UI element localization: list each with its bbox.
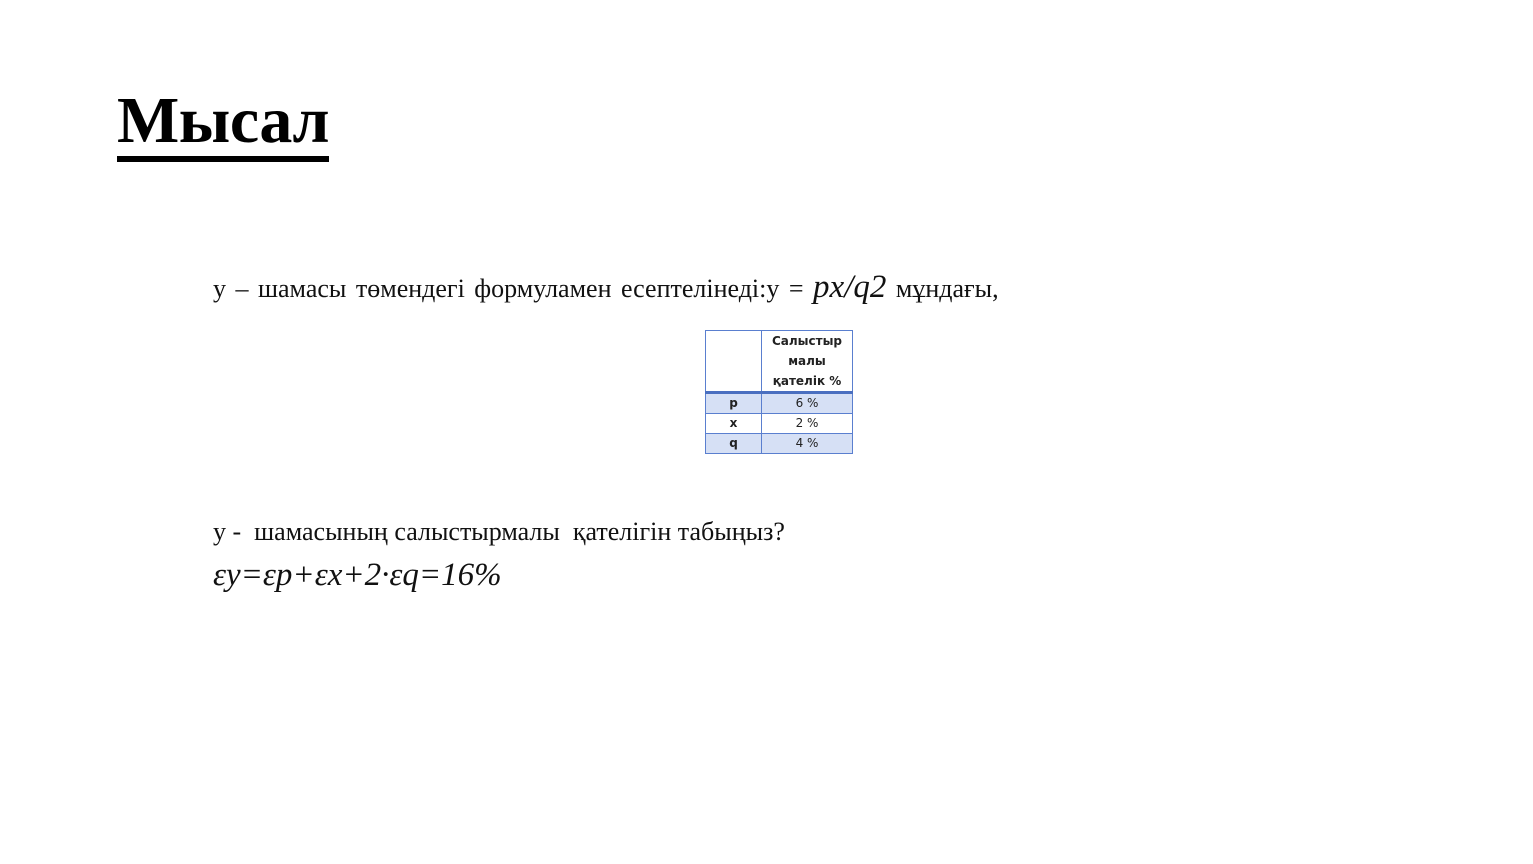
- table-header-row: [706, 331, 853, 393]
- row-value: 6 %: [762, 393, 853, 414]
- row-label: x: [706, 414, 762, 434]
- table-row: [706, 434, 853, 454]
- header-line: қателік %: [772, 374, 842, 388]
- table-header-empty: [706, 331, 762, 393]
- row-value: 2 %: [762, 414, 853, 434]
- formula-statement: [213, 268, 999, 308]
- table-header-relative-error: [762, 331, 853, 393]
- header-line: Салыстыр: [771, 334, 843, 348]
- table-row: [706, 393, 853, 414]
- row-label: p: [706, 393, 762, 414]
- formula-suffix: мұндағы,: [886, 274, 999, 303]
- row-label: q: [706, 434, 762, 454]
- table-row: [706, 414, 853, 434]
- question-text: у - шамасының салыстырмалы қателігін табыңыз?: [213, 517, 785, 546]
- relative-error-table: [705, 330, 853, 454]
- header-line: малы: [788, 354, 826, 368]
- answer-formula: εу=εр+εх+2·εq=16%: [213, 557, 502, 593]
- row-value: 4 %: [762, 434, 853, 454]
- formula-expression: px/q2: [813, 269, 887, 305]
- formula-intro: у – шамасы төмендегі формуламен есептелінеді:у =: [213, 274, 814, 303]
- slide-title: Мысал: [117, 88, 329, 162]
- error-table-container: [705, 330, 853, 454]
